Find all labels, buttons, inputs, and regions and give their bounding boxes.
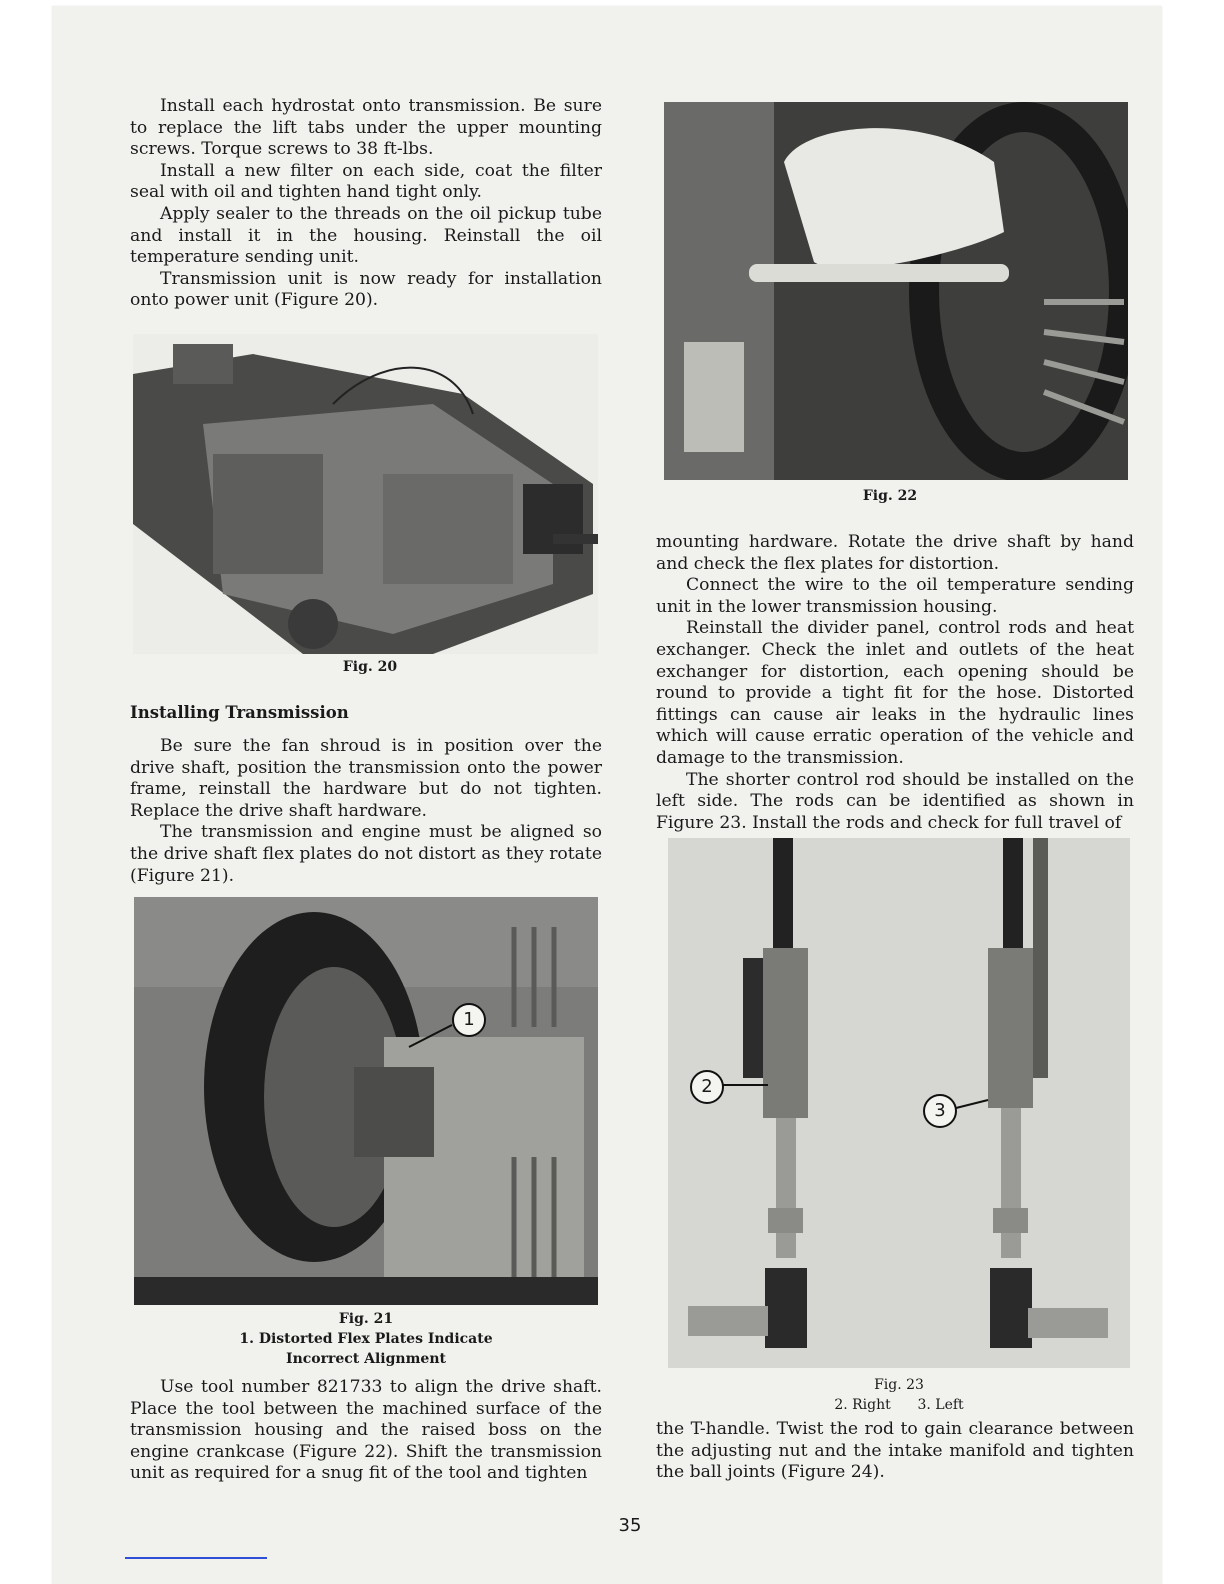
- fig22-photo: [664, 102, 1128, 480]
- fig21-caption: [134, 1309, 598, 1369]
- paragraph: Apply sealer to the threads on the oil pickup tube and install it in the housing. Reinstall the oil temperature sending unit.: [130, 203, 602, 268]
- paragraph: The shorter control rod should be installed on the left side. The rods can be identified as shown in Figure 23. Install the rods and check for full travel of: [656, 769, 1134, 833]
- paragraph: Reinstall the divider panel, control rods and heat exchanger. Check the inlet and outlets of the heat exchanger for distortion, each opening should be round to provide a tight fit for the hose. Distorted fittings can cause air leaks in the hydraulic lines which will cause erratic operation of the vehicle and damage to the transmission.: [656, 618, 1134, 768]
- paragraph: Install each hydrostat onto transmission. Be sure to replace the lift tabs under the upper mounting screws. Torque screws to 38 ft-lbs.: [130, 96, 602, 160]
- fig20-photo: [133, 334, 598, 654]
- paragraph: Connect the wire to the oil temperature sending unit in the lower transmission housing.: [656, 575, 1134, 617]
- left-intro-text: [130, 96, 602, 312]
- left-section-text: [130, 736, 602, 887]
- right-bottom-text: [656, 1419, 1134, 1484]
- fig23-title: Fig. 23: [874, 1377, 924, 1393]
- paragraph: The transmission and engine must be aligned so the drive shaft flex plates do not distort as they rotate (Figure 21).: [130, 822, 602, 886]
- fig21-callout-1: 1: [452, 1003, 486, 1037]
- paragraph: mounting hardware. Rotate the drive shaft by hand and check the flex plates for distortion.: [656, 532, 1134, 574]
- fig20-caption: Fig. 20: [342, 659, 398, 675]
- fig22-caption: Fig. 22: [862, 488, 918, 504]
- right-text: [656, 532, 1134, 834]
- fig23-photo: [668, 838, 1130, 1368]
- fig23-caption: [668, 1375, 1130, 1415]
- page-number: 35: [618, 1515, 642, 1536]
- paragraph: the T-handle. Twist the rod to gain clearance between the adjusting nut and the intake manifold and tighten the ball joints (Figure 24).: [656, 1419, 1134, 1483]
- paragraph: Use tool number 821733 to align the drive shaft. Place the tool between the machined surface of the transmission housing and the raised boss on the engine crankcase (Figure 22). Shift the transmission unit as required for a snug fit of the tool and tighten: [130, 1377, 602, 1484]
- footer-link-underline: [125, 1557, 267, 1559]
- fig21-legend-line1: 1. Distorted Flex Plates Indicate: [239, 1331, 493, 1347]
- fig21-legend-line2: Incorrect Alignment: [286, 1351, 446, 1367]
- paragraph: Transmission unit is now ready for installation onto power unit (Figure 20).: [130, 268, 602, 311]
- fig23-legend: 2. Right 3. Left: [834, 1397, 964, 1413]
- fig21-photo: [134, 897, 598, 1305]
- fig21-title: Fig. 21: [338, 1311, 394, 1327]
- fig23-callout-2: 2: [690, 1070, 724, 1104]
- left-bottom-text: [130, 1377, 602, 1485]
- section-heading: Installing Transmission: [130, 703, 349, 722]
- fig23-callout-3: 3: [923, 1094, 957, 1128]
- paragraph: Install a new filter on each side, coat the filter seal with oil and tighten hand tight only.: [130, 160, 602, 203]
- paragraph: Be sure the fan shroud is in position over the drive shaft, position the transmission onto the power frame, reinstall the hardware but do not tighten. Replace the drive shaft hardware.: [130, 736, 602, 821]
